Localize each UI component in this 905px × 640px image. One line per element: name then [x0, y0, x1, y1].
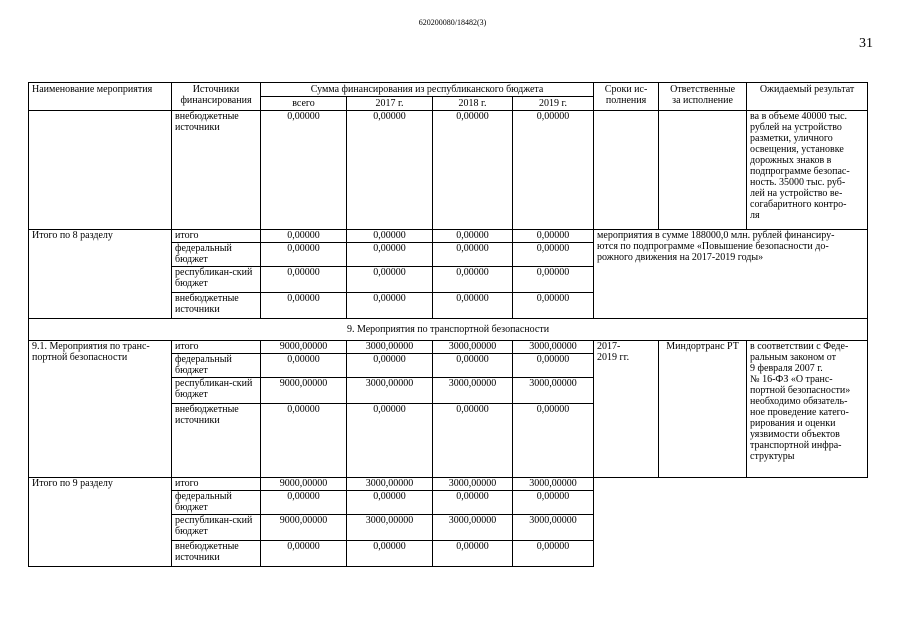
source-cell: итого — [172, 341, 261, 354]
header-total: всего — [261, 97, 347, 111]
source-cell: итого — [172, 478, 261, 491]
value-2017: 0,00000 — [347, 404, 433, 478]
value-2017: 0,00000 — [347, 293, 433, 319]
responsible-cell — [659, 111, 747, 230]
value-2019: 3000,00000 — [513, 515, 594, 541]
value-2019: 0,00000 — [513, 354, 594, 378]
header-source: Источники финансирования — [172, 83, 261, 111]
value-2017: 0,00000 — [347, 243, 433, 267]
value-2017: 0,00000 — [347, 267, 433, 293]
value-2017: 3000,00000 — [347, 341, 433, 354]
header-name: Наименование мероприятия — [29, 83, 172, 111]
value-2018: 0,00000 — [433, 267, 513, 293]
value-2018: 0,00000 — [433, 111, 513, 230]
value-2017: 3000,00000 — [347, 478, 433, 491]
section-9-total-label: Итого по 9 разделу — [29, 478, 172, 567]
value-2019: 0,00000 — [513, 404, 594, 478]
section-8-total-label: Итого по 8 разделу — [29, 230, 172, 319]
value-2018: 0,00000 — [433, 230, 513, 243]
source-cell: внебюджетные источники — [172, 541, 261, 567]
table-row — [29, 341, 868, 354]
value-total: 9000,00000 — [261, 515, 347, 541]
value-2019: 0,00000 — [513, 541, 594, 567]
measure-9-1-responsible: Миндортранс РТ — [659, 341, 747, 478]
value-2018: 0,00000 — [433, 293, 513, 319]
measure-9-1-term: 2017- 2019 гг. — [594, 341, 659, 478]
value-2018: 3000,00000 — [433, 341, 513, 354]
result-cell: ва в объеме 40000 тыс. рублей на устройство разметки, уличного освещения, установке дорожных знаков в подпрограмме безопас- ность. 35000 тыс. руб- лей на устройство ве- согабаритного контро- ля — [747, 111, 868, 230]
value-total: 0,00000 — [261, 111, 347, 230]
value-total: 0,00000 — [261, 243, 347, 267]
value-2018: 3000,00000 — [433, 515, 513, 541]
value-total: 0,00000 — [261, 541, 347, 567]
source-cell: федеральный бюджет — [172, 243, 261, 267]
value-2017: 3000,00000 — [347, 515, 433, 541]
page-number: 31 — [859, 36, 873, 51]
value-2019: 0,00000 — [513, 111, 594, 230]
value-2019: 0,00000 — [513, 243, 594, 267]
source-cell: итого — [172, 230, 261, 243]
header-result: Ожидаемый результат — [747, 83, 868, 111]
source-cell: внебюджетные источники — [172, 404, 261, 478]
term-cell — [594, 111, 659, 230]
value-2017: 0,00000 — [347, 111, 433, 230]
value-2017: 0,00000 — [347, 230, 433, 243]
header-row-1 — [29, 83, 868, 97]
source-cell: республикан-ский бюджет — [172, 378, 261, 404]
value-total: 9000,00000 — [261, 478, 347, 491]
value-2019: 0,00000 — [513, 267, 594, 293]
value-total: 0,00000 — [261, 230, 347, 243]
source-cell: внебюджетные источники — [172, 293, 261, 319]
measure-9-1-name: 9.1. Мероприятия по транс- портной безопасности — [29, 341, 172, 478]
header-2018: 2018 г. — [433, 97, 513, 111]
header-sum: Сумма финансирования из республиканского бюджета — [261, 83, 594, 97]
value-total: 0,00000 — [261, 491, 347, 515]
value-2018: 3000,00000 — [433, 478, 513, 491]
value-total: 0,00000 — [261, 267, 347, 293]
source-cell: внебюджетные источники — [172, 111, 261, 230]
value-2019: 3000,00000 — [513, 478, 594, 491]
value-2019: 3000,00000 — [513, 378, 594, 404]
source-cell: федеральный бюджет — [172, 491, 261, 515]
header-2017: 2017 г. — [347, 97, 433, 111]
name-cell — [29, 111, 172, 230]
value-2019: 0,00000 — [513, 230, 594, 243]
value-2018: 0,00000 — [433, 491, 513, 515]
value-total: 9000,00000 — [261, 341, 347, 354]
value-2018: 0,00000 — [433, 354, 513, 378]
value-2019: 3000,00000 — [513, 341, 594, 354]
document-id: 620200080/18482(3) — [418, 18, 487, 27]
header-2019: 2019 г. — [513, 97, 594, 111]
value-2019: 0,00000 — [513, 293, 594, 319]
value-2017: 0,00000 — [347, 491, 433, 515]
value-2018: 0,00000 — [433, 404, 513, 478]
table-row — [29, 230, 868, 243]
value-total: 0,00000 — [261, 404, 347, 478]
table-row — [29, 111, 868, 230]
table-row — [29, 478, 868, 491]
value-total: 0,00000 — [261, 354, 347, 378]
value-2018: 0,00000 — [433, 541, 513, 567]
header-term: Сроки ис- полнения — [594, 83, 659, 111]
source-cell: республикан-ский бюджет — [172, 515, 261, 541]
financing-table — [28, 82, 868, 567]
section-8-note: мероприятия в сумме 188000,0 млн. рублей финансиру- ются по подпрограмме «Повышение безопасности до- рожного движения на 2017-2019 годы» — [594, 230, 868, 319]
value-2018: 0,00000 — [433, 243, 513, 267]
source-cell: федеральный бюджет — [172, 354, 261, 378]
value-2018: 3000,00000 — [433, 378, 513, 404]
measure-9-1-result: в соответствии с Феде- ральным законом от 9 февраля 2007 г. № 16-ФЗ «О транс- портной безопасности» необходимо обязатель- ное проведение катего- рирования и оценки уязвимости объектов транспортной инфра- структуры — [747, 341, 868, 478]
value-2017: 0,00000 — [347, 541, 433, 567]
section-9-title: 9. Мероприятия по транспортной безопасности — [29, 319, 868, 341]
value-2017: 0,00000 — [347, 354, 433, 378]
section-title-row — [29, 319, 868, 341]
blank-area — [594, 478, 868, 567]
value-total: 9000,00000 — [261, 378, 347, 404]
value-2017: 3000,00000 — [347, 378, 433, 404]
source-cell: республикан-ский бюджет — [172, 267, 261, 293]
value-total: 0,00000 — [261, 293, 347, 319]
value-2019: 0,00000 — [513, 491, 594, 515]
header-responsible: Ответственные за исполнение — [659, 83, 747, 111]
